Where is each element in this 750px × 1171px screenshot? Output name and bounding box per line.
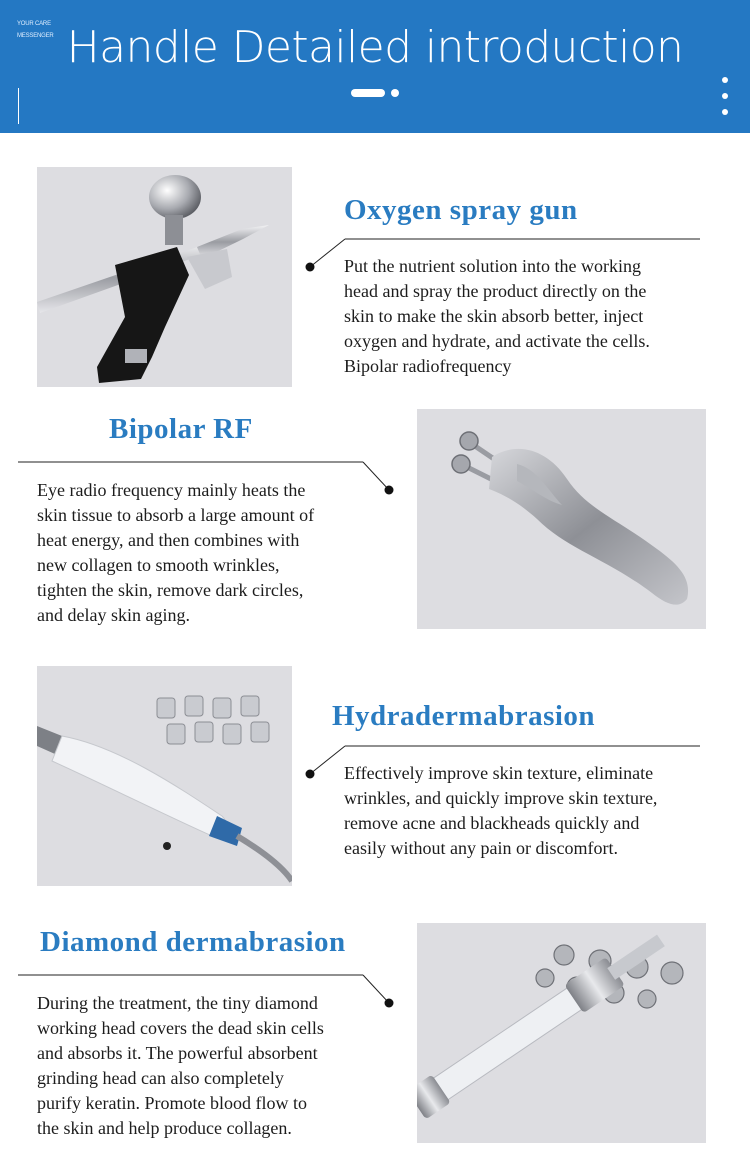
description-line: skin to make the skin absorb better, inject xyxy=(344,306,644,326)
carousel-dash-indicator xyxy=(351,89,385,97)
section-title-oxygen-spray-gun: Oxygen spray gun xyxy=(344,194,578,226)
section-title-diamond-dermabrasion: Diamond dermabrasion xyxy=(40,926,346,958)
section-description-oxygen-spray-gun xyxy=(344,254,650,379)
carousel-dot-indicator xyxy=(391,89,399,97)
description-line: Put the nutrient solution into the working xyxy=(344,256,641,276)
side-dot-icon xyxy=(722,109,728,115)
left-divider xyxy=(18,88,19,124)
hydradermabrasion-image xyxy=(37,666,292,886)
bipolar-rf-image xyxy=(417,409,706,629)
page-title: Handle Detailed introduction xyxy=(66,22,684,73)
description-line: and absorbs it. The powerful absorbent xyxy=(37,1043,318,1063)
description-line: easily without any pain or discomfort. xyxy=(344,838,618,858)
description-line: head and spray the product directly on the xyxy=(344,281,647,301)
section-title-hydradermabrasion: Hydradermabrasion xyxy=(332,700,596,732)
section-description-bipolar-rf xyxy=(37,478,314,628)
brand-line-1: YOUR CARE xyxy=(17,21,51,27)
description-line: oxygen and hydrate, and activate the cells. xyxy=(344,331,650,351)
description-line: grinding head can also completely xyxy=(37,1068,284,1088)
header-banner xyxy=(0,0,750,133)
description-line: and delay skin aging. xyxy=(37,605,190,625)
section-title-bipolar-rf: Bipolar RF xyxy=(109,413,253,445)
side-dot-icon xyxy=(722,93,728,99)
description-line: heat energy, and then combines with xyxy=(37,530,300,550)
description-line: working head covers the dead skin cells xyxy=(37,1018,324,1038)
diamond-dermabrasion-image xyxy=(417,923,706,1143)
description-line: new collagen to smooth wrinkles, xyxy=(37,555,280,575)
description-line: Eye radio frequency mainly heats the xyxy=(37,480,306,500)
oxygen-spray-gun-image xyxy=(37,167,292,387)
description-line: skin tissue to absorb a large amount of xyxy=(37,505,315,525)
description-line: purify keratin. Promote blood flow to xyxy=(37,1093,307,1113)
description-line: tighten the skin, remove dark circles, xyxy=(37,580,304,600)
section-description-diamond-dermabrasion xyxy=(37,991,324,1141)
description-line: During the treatment, the tiny diamond xyxy=(37,993,318,1013)
description-line: remove acne and blackheads quickly and xyxy=(344,813,640,833)
description-line: Bipolar radiofrequency xyxy=(344,356,512,376)
description-line: wrinkles, and quickly improve skin texture, xyxy=(344,788,658,808)
brand-line-2: MESSENGER xyxy=(17,33,54,39)
description-line: Effectively improve skin texture, eliminate xyxy=(344,763,654,783)
description-line: the skin and help produce collagen. xyxy=(37,1118,292,1138)
section-description-hydradermabrasion xyxy=(344,761,657,861)
side-dot-icon xyxy=(722,77,728,83)
